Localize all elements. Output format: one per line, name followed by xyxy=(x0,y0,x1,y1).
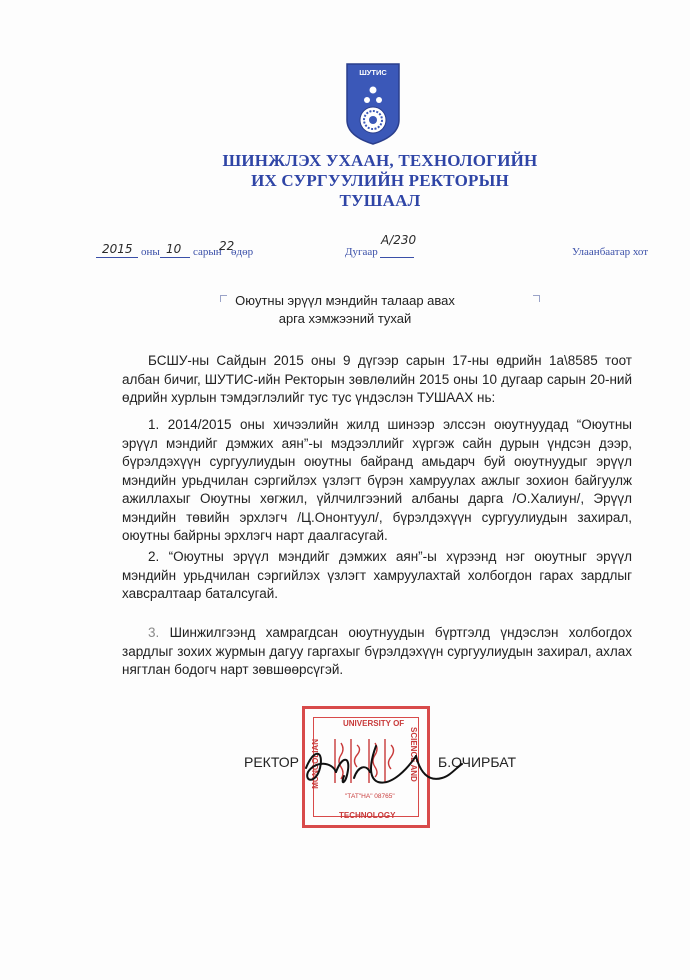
order-item-3 xyxy=(122,624,632,680)
day-label: өдөр xyxy=(231,246,254,258)
year-label: оны xyxy=(141,246,160,258)
university-logo xyxy=(345,62,401,146)
rector-label: РЕКТОР xyxy=(244,754,299,770)
rector-name: Б.ОЧИРБАТ xyxy=(438,754,517,770)
seal-text-bottom: TECHNOLOGY xyxy=(339,811,396,820)
month-underline xyxy=(160,257,190,258)
subject-line1: Оюутны эрүүл мэндийн талаар авах xyxy=(235,293,455,308)
order-number: А/230 xyxy=(381,233,417,247)
seal-text-left: MONGOLIAN xyxy=(311,739,320,789)
order-item-2: 2. “Оюутны эрүүл мэндийг дэмжих аян”-ы хүрээнд нэг оюутныг эрүүл мэндийн урьдчилан сэргийлэх үзлэгт хамруулахтай холбогдон гарах зардлыг хавсралтаар баталсугай. xyxy=(122,549,632,601)
handwritten-signature xyxy=(296,738,466,798)
order-title-line1: ШИНЖЛЭХ УХААН, ТЕХНОЛОГИЙН xyxy=(222,151,538,170)
preamble-paragraph: БСШУ-ны Сайдын 2015 оны 9 дүгээр сарын 17-ны өдрийн 1а\8585 тоот албан бичиг, ШУТИС-ийн Ректорын зөвлөлийн 2015 оны 10 дугаар сарын 20-ний өдрийн хурлын тэмдэглэлийг тус тус үндэслэн ТУШААХ нь: xyxy=(122,353,632,405)
order-title-line3: ТУШААЛ xyxy=(339,191,421,210)
item-3-number: 3. xyxy=(148,625,160,640)
logo-text: ШУТИС xyxy=(359,68,387,77)
item-3-text: Шинжилгээнд хамрагдсан оюутнуудын бүртгэлд үндэслэн холбогдох зардлыг зохих журмын дагуу гаргахыг бүрэлдэхүүн сургуулиудын захирал, ахлах нягтлан бодогч нарт зөвшөөрсүгэй. xyxy=(122,625,632,677)
date-month: 10 xyxy=(166,242,182,256)
city-label: Улаанбаатар хот xyxy=(572,246,649,258)
number-label: Дугаар xyxy=(345,246,378,258)
subject-line2: арга хэмжээний тухай xyxy=(278,311,412,326)
date-year: 2015 xyxy=(102,242,133,256)
seal-text-top: UNIVERSITY OF xyxy=(343,719,405,728)
number-underline xyxy=(380,257,414,258)
seal-text-center: "ТАТ"НА" 08765" xyxy=(345,793,395,800)
order-title-line2: ИХ СУРГУУЛИЙН РЕКТОРЫН xyxy=(251,171,509,190)
year-underline xyxy=(96,257,138,258)
seal-text-right: SCIENCE AND xyxy=(409,727,418,782)
date-day: 22 xyxy=(219,239,235,253)
month-label: сарын xyxy=(193,246,222,258)
date-row xyxy=(0,233,690,267)
order-item-1: 1. 2014/2015 оны хичээлийн жилд шинээр элссэн оюутнуудад “Оюутны эрүүл мэндийг дэмжих аян”-ы мэдээллийг хүргэж сайн дурын үндсэн дээр, бүрэлдэхүүн сургуулиудын оюутны байранд амьдарч буй оюутнуудыг эрүүл мэндийн урьдчилан сэргийлэх үзлэгт бүрэн хамруулах ажлыг зохион байгуулж ажиллахыг Оюутны хөгжил, үйлчилгээний албаны дарга /О.Халиун/, Эрүүл мэндийн төвийн эрхлэгч /Ц.Ононтуул/, бүрэлдэхүүн сургуулиудын захирал, оюутны байрны эрхлэгч нарт даалгасугай. xyxy=(122,417,632,543)
